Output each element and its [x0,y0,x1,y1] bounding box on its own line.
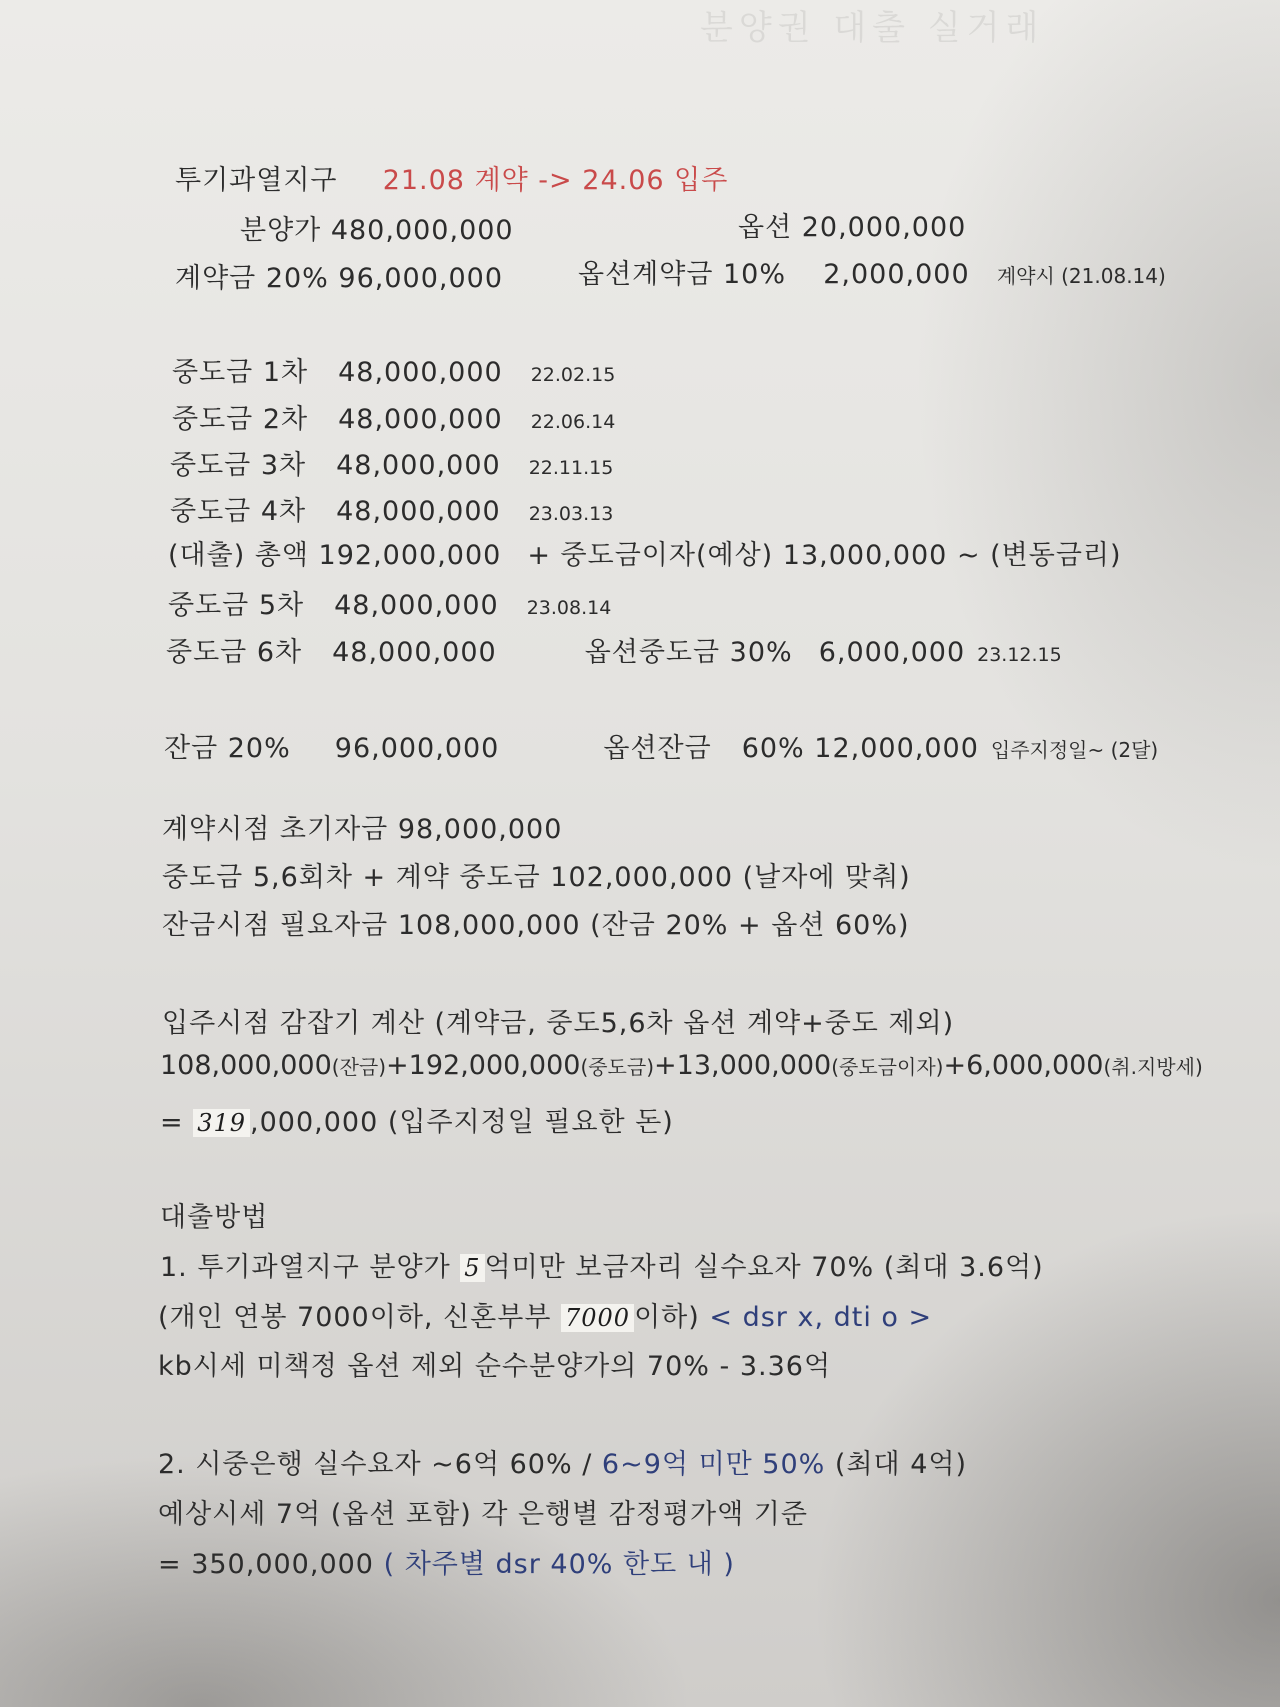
loan-methods-title: 대출방법 [160,1202,269,1233]
option-balance-label: 옵션잔금 [603,733,712,764]
loan-method-2 [158,1442,967,1481]
payment-date: 22.02.15 [530,364,616,386]
header-schedule: 21.08 계약 -> 24.06 입주 [382,165,729,196]
calc-tag: (중도금이자) [831,1055,944,1079]
balance-row [164,726,1158,765]
loan-method-1-kb: kb시세 미책정 옵션 제외 순수분양가의 70% - 3.36억 [158,1351,832,1382]
balance-note: 입주지정일~ (2달) [990,738,1159,762]
calc-part: +13,000,000 [654,1050,832,1081]
loan-total: (대출) 총액 192,000,000 [168,540,502,571]
header-line [175,158,728,197]
option-deposit-line [578,252,1166,291]
payment-amount: 48,000,000 [338,404,503,435]
balance-label: 잔금 20% [164,733,291,764]
method-dsr-note: < dsr x, dti o > [709,1302,933,1333]
payment-amount: 48,000,000 [336,450,501,481]
option-deposit-note: 계약시 (21.08.14) [996,264,1166,288]
calc-tag: (잔금) [331,1055,387,1079]
summary-line: 계약시점 초기자금 98,000,000 [162,814,563,845]
handwritten-number: 5 [460,1254,484,1282]
loan-method-2-basis: 예상시세 7억 (옵션 포함) 각 은행별 감정평가액 기준 [158,1499,808,1530]
option-middle-label: 옵션중도금 30% [584,637,793,668]
method-highlight: 6~9억 미만 50% [601,1449,826,1480]
payment-date: 23.12.15 [977,644,1062,666]
payment-date: 22.06.14 [530,411,616,433]
equals-sign: = [160,1107,184,1138]
option-balance-amount: 60% 12,000,000 [741,733,979,764]
calc-result [160,1100,674,1139]
option-deposit-amount: 2,000,000 [823,259,970,290]
balance-amount: 96,000,000 [334,733,500,764]
option-price: 옵션 20,000,000 [738,212,967,243]
handwritten-number: 319 [193,1109,250,1137]
payment-date: 23.03.13 [528,503,614,525]
interest-estimate: + 중도금이자(예상) 13,000,000 ~ (변동금리) [527,540,1122,571]
calc-tag: (중도금) [580,1055,655,1079]
option-deposit-label: 옵션계약금 10% [578,259,787,290]
calc-result-text: ,000,000 (입주지정일 필요한 돈) [250,1107,674,1138]
payment-amount: 48,000,000 [334,590,499,621]
contract-deposit: 계약금 20% 96,000,000 [175,263,504,294]
calc-part: +6,000,000 [943,1050,1104,1081]
payment-label: 중도금 6차 [166,637,303,668]
middle-payment-row [168,583,611,622]
method-text: 2. 시중은행 실수요자 ~6억 60% / [158,1449,593,1480]
method-text: = 350,000,000 [158,1549,374,1580]
payment-amount: 48,000,000 [338,357,503,388]
payment-date: 23.08.14 [526,597,612,619]
middle-payment-row [166,630,1062,669]
payment-amount: 48,000,000 [332,637,497,668]
calc-part: 108,000,000 [160,1050,332,1081]
method-text: 억미만 보금자리 실수요자 70% (최대 3.6억) [484,1252,1044,1283]
payment-label: 중도금 2차 [172,404,309,435]
loan-method-2-result [158,1542,735,1581]
payment-label: 중도금 1차 [172,357,309,388]
sale-price: 분양가 480,000,000 [240,215,514,246]
payment-label: 중도금 5차 [168,590,305,621]
method-text: 1. 투기과열지구 분양가 [160,1252,451,1283]
option-middle-amount: 6,000,000 [818,637,966,668]
middle-payment-row [172,350,615,389]
payment-date: 22.11.15 [528,457,614,479]
middle-payment-row [170,443,613,482]
summary-line: 잔금시점 필요자금 108,000,000 (잔금 20% + 옵션 60%) [162,910,910,941]
payment-label: 중도금 3차 [170,450,307,481]
loan-method-1 [160,1245,1044,1284]
calc-title: 입주시점 감잡기 계산 (계약금, 중도5,6차 옵션 계약+중도 제외) [162,1008,955,1039]
handwritten-number: 7000 [561,1304,634,1332]
header-title: 투기과열지구 [175,165,338,196]
method-text: 이하) [634,1302,700,1333]
calc-formula [160,1050,1203,1081]
method-dsr-note: ( 차주별 dsr 40% 한도 내 ) [383,1549,735,1580]
method-text: (개인 연봉 7000이하, 신혼부부 [158,1302,552,1333]
loan-method-1-conditions [158,1295,932,1334]
summary-line: 중도금 5,6회차 + 계약 중도금 102,000,000 (날자에 맞춰) [162,862,911,893]
payment-label: 중도금 4차 [170,496,307,527]
middle-payment-row [172,397,615,436]
method-text: (최대 4억) [834,1449,967,1480]
middle-payment-row [170,489,613,528]
payment-amount: 48,000,000 [336,496,501,527]
calc-tag: (취.지방세) [1103,1055,1203,1079]
calc-part: +192,000,000 [386,1050,581,1081]
bleed-through-header: 분양권 대출 실거래 [700,8,1045,48]
loan-total-row [168,533,1122,572]
